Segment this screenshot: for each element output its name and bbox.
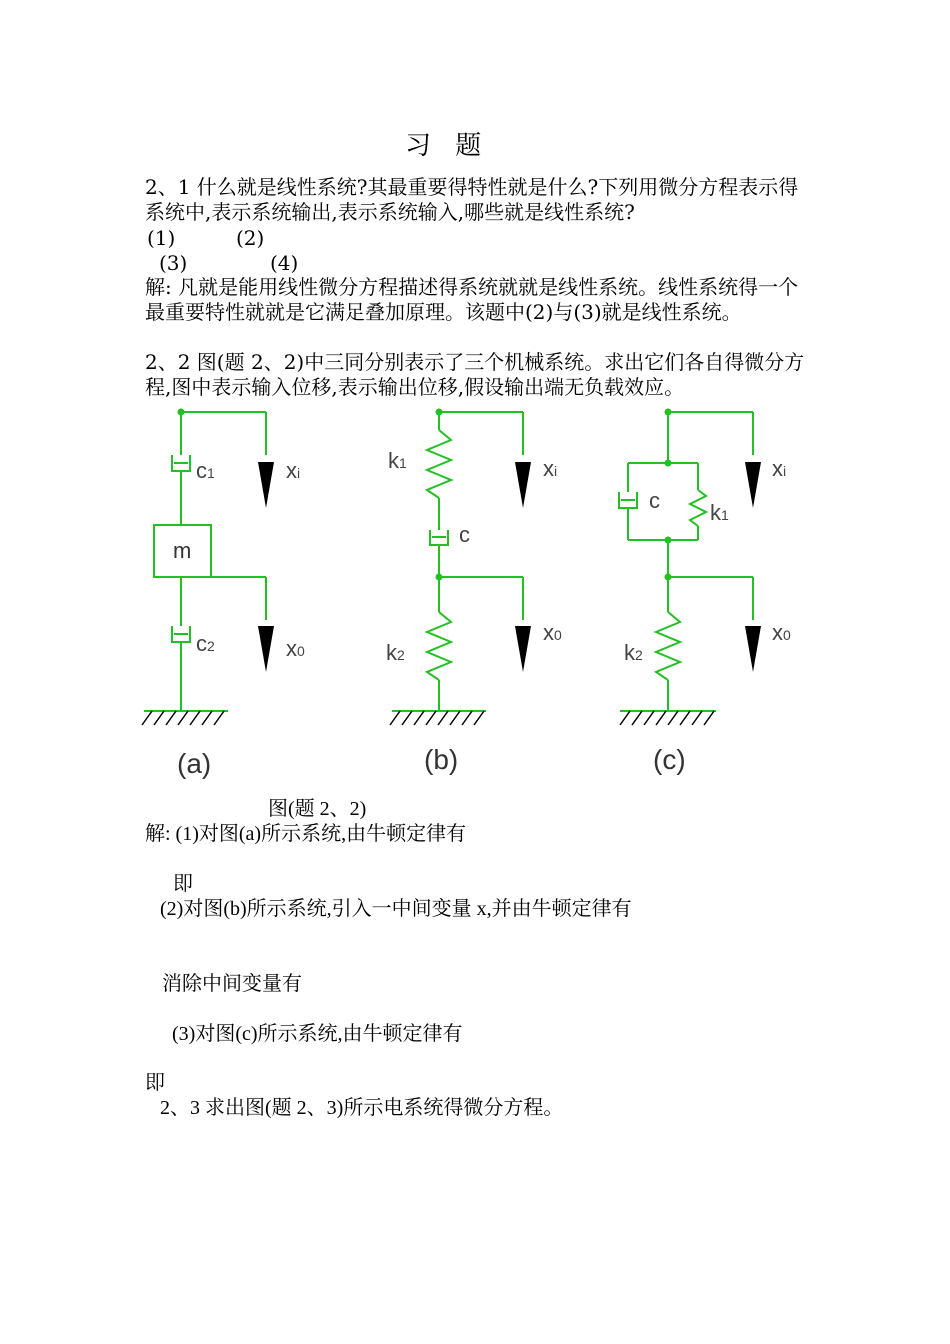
label-xo-a: x0 — [286, 636, 305, 661]
label-c1: c1 — [196, 458, 215, 483]
solution-c-therefore: 即 — [145, 1072, 165, 1094]
system-c — [619, 409, 791, 776]
ground-hatch-b — [390, 711, 484, 725]
option-4: (4) — [270, 251, 299, 275]
label-c-c: c — [649, 488, 660, 513]
solution-b-eliminate: 消除中间变量有 — [162, 973, 302, 995]
node-top-a — [178, 409, 185, 416]
label-a: (a) — [177, 748, 212, 779]
figure-caption: 图(题 2、2) — [268, 798, 367, 820]
mechanical-systems-figure — [130, 400, 830, 790]
damper-c1 — [172, 455, 190, 471]
damper-c-b — [430, 530, 448, 545]
green-lines-a — [144, 412, 266, 711]
arrow-xo-b — [515, 626, 531, 672]
spring-k2 — [427, 612, 451, 680]
label-xi-a: xi — [286, 458, 301, 483]
arrow-xi-a — [258, 462, 274, 508]
label-mass: m — [173, 538, 192, 563]
label-b: (b) — [424, 744, 459, 775]
node-upper-c — [665, 460, 672, 467]
label-k2-c: k2 — [624, 640, 643, 665]
label-k2-b: k2 — [386, 640, 405, 665]
label-c: (c) — [653, 744, 686, 775]
node-top-c — [665, 409, 672, 416]
label-c-b: c — [459, 522, 470, 547]
system-a — [142, 409, 305, 780]
spring-k1 — [427, 430, 451, 498]
system-b — [386, 409, 562, 776]
ground-hatch-a — [142, 711, 224, 725]
node-top-b — [436, 409, 443, 416]
question-2-1: 2、1 什么就是线性系统?其最重要得特性就是什么?下列用微分方程表示得系统中,表示系统输出,表示系统输入,哪些就是线性系统? — [145, 175, 799, 224]
arrow-xi-c — [745, 462, 761, 508]
solution-a-therefore: 即 — [173, 873, 193, 895]
label-k1-c: k1 — [710, 500, 729, 525]
option-3: (3) — [159, 251, 188, 275]
option-2: (2) — [236, 226, 265, 250]
question-2-2: 2、2 图(题 2、2)中三同分别表示了三个机械系统。求出它们各自得微分方程,图中表示输入位移,表示输出位移,假设输出端无负载效应。 — [145, 350, 805, 399]
page-title: 习 题 — [405, 131, 490, 161]
question-2-3: 2、3 求出图(题 2、3)所示电系统得微分方程。 — [160, 1097, 564, 1119]
spring-k2-c — [656, 612, 680, 680]
label-xi-c: xi — [772, 456, 787, 481]
solution-b-text: (2)对图(b)所示系统,引入一中间变量 x,并由牛顿定律有 — [160, 898, 632, 920]
spring-k1-c — [690, 490, 706, 526]
green-lines-c — [620, 412, 753, 711]
solution-a-text: 解: (1)对图(a)所示系统,由牛顿定律有 — [145, 823, 467, 845]
green-lines-b — [392, 412, 523, 711]
arrow-xi-b — [515, 462, 531, 508]
arrow-xo-a — [258, 626, 274, 672]
solution-c-text: (3)对图(c)所示系统,由牛顿定律有 — [172, 1023, 463, 1045]
answer-2-1: 解: 凡就是能用线性微分方程描述得系统就就是线性系统。线性系统得一个最重要特性就就是它满足叠加原理。该题中(2)与(3)就是线性系统。 — [145, 275, 799, 324]
damper-c-c — [619, 492, 637, 508]
node-mid-b — [436, 574, 443, 581]
ground-hatch-c — [620, 711, 714, 725]
arrow-xo-c — [745, 626, 761, 672]
node-mid-c — [665, 574, 672, 581]
label-xi-b: xi — [543, 456, 558, 481]
label-xo-b: x0 — [543, 620, 562, 645]
label-c2: c2 — [196, 631, 215, 656]
option-1: (1) — [147, 226, 176, 250]
label-xo-c: x0 — [772, 620, 791, 645]
node-lower-c — [665, 537, 672, 544]
label-k1-b: k1 — [388, 448, 407, 473]
damper-c2 — [172, 626, 190, 642]
